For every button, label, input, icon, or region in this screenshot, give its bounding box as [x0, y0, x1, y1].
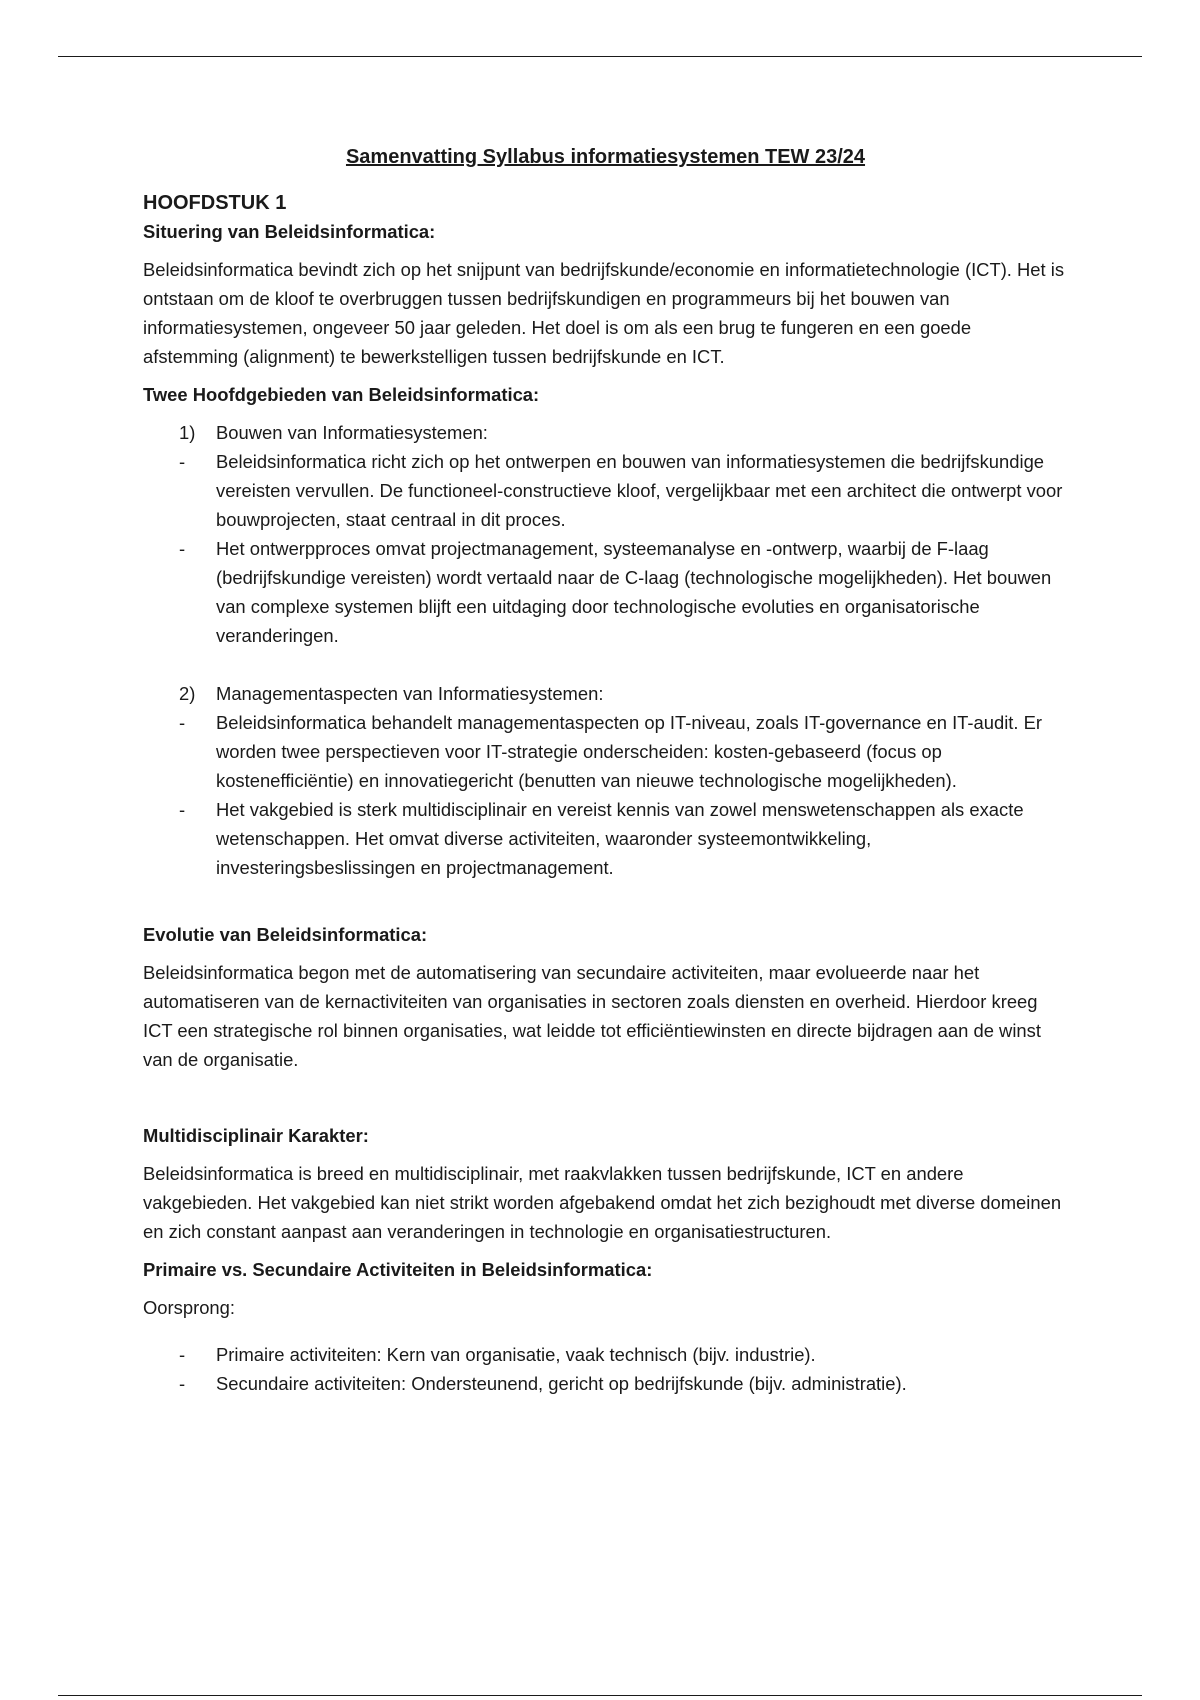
numbered-label: Managementaspecten van Informatiesystemen: — [216, 683, 604, 704]
section-heading-situering: Situering van Beleidsinformatica: — [143, 221, 436, 242]
numbered-marker: 2) — [179, 683, 196, 704]
list-item — [179, 1340, 1068, 1369]
numbered-item-1 — [179, 418, 1068, 447]
dash-bullet: - — [179, 538, 186, 559]
numbered-marker: 1) — [179, 422, 196, 443]
list-item — [179, 795, 1068, 882]
bullet-text: Het ontwerpproces omvat projectmanagement, systeemanalyse en -ontwerp, waarbij de F-laag (bedrijfskundige vereisten) wordt vertaald naar de C-laag (technologische mogelijkheden). Het bouwen van complexe systemen blijft een uitdaging door technologische evoluties en organisatorische veranderingen. — [216, 538, 1052, 646]
bullet-list — [143, 447, 1068, 650]
section-heading-hoofdgebieden: Twee Hoofdgebieden van Beleidsinformatica: — [143, 384, 540, 405]
section-heading-multidisciplinair: Multidisciplinair Karakter: — [143, 1125, 369, 1146]
numbered-label: Bouwen van Informatiesystemen: — [216, 422, 488, 443]
section-heading-evolutie: Evolutie van Beleidsinformatica: — [143, 924, 428, 945]
bullet-text: Secundaire activiteiten: Ondersteunend, gericht op bedrijfskunde (bijv. administratie). — [216, 1373, 907, 1394]
document-title: Samenvatting Syllabus informatiesystemen TEW 23/24 — [345, 146, 866, 168]
bottom-rule — [58, 1695, 1142, 1696]
document-body — [143, 140, 1068, 1398]
list-item — [179, 1369, 1068, 1398]
list-item — [179, 447, 1068, 534]
paragraph-multidisciplinair: Beleidsinformatica is breed en multidisciplinair, met raakvlakken tussen bedrijfskunde, ICT en andere vakgebieden. Het vakgebied kan niet strikt worden afgebakend omdat het zich bezighoudt met diverse domeinen en zich constant aanpast aan veranderingen in technologie en organisatiestructuren. — [143, 1163, 1062, 1242]
bullet-text: Het vakgebied is sterk multidisciplinair en vereist kennis van zowel menswetenschappen als exacte wetenschappen. Het omvat diverse activiteiten, waaronder systeemontwikkeling, investeringsbeslissingen en projectmanagement. — [216, 799, 1024, 878]
bullet-list-activiteiten — [143, 1340, 1068, 1398]
bullet-text: Primaire activiteiten: Kern van organisatie, vaak technisch (bijv. industrie). — [216, 1344, 816, 1365]
section-heading-activiteiten: Primaire vs. Secundaire Activiteiten in Beleidsinformatica: — [143, 1259, 653, 1280]
list-item — [179, 708, 1068, 795]
bullet-text: Beleidsinformatica richt zich op het ontwerpen en bouwen van informatiesystemen die bedrijfskundige vereisten vervullen. De functioneel-constructieve kloof, vergelijkbaar met een architect die ontwerpt voor bouwprojecten, staat centraal in dit proces. — [216, 451, 1063, 530]
numbered-list-hoofdgebieden — [143, 418, 1068, 882]
paragraph-evolutie: Beleidsinformatica begon met de automatisering van secundaire activiteiten, maar evolueerde naar het automatiseren van de kernactiviteiten van organisaties in sectoren zoals diensten en overheid. Hierdoor kreeg ICT een strategische rol binnen organisaties, wat leidde tot efficiëntiewinsten en directe bijdragen aan de winst van de organisatie. — [143, 962, 1041, 1070]
dash-bullet: - — [179, 799, 186, 820]
dash-bullet: - — [179, 1344, 186, 1365]
list-item — [179, 534, 1068, 650]
paragraph-situering: Beleidsinformatica bevindt zich op het snijpunt van bedrijfskunde/economie en informatietechnologie (ICT). Het is ontstaan om de kloof te overbruggen tussen bedrijfskundigen en programmeurs bij het bouwen van informatiesystemen, ongeveer 50 jaar geleden. Het doel is om als een brug te fungeren en een goede afstemming (alignment) te bewerkstelligen tussen bedrijfskunde en ICT. — [143, 259, 1065, 367]
paragraph-oorsprong: Oorsprong: — [143, 1297, 235, 1318]
dash-bullet: - — [179, 1373, 186, 1394]
numbered-item-2 — [179, 679, 1068, 708]
top-rule — [58, 56, 1142, 57]
chapter-heading: HOOFDSTUK 1 — [143, 192, 287, 214]
dash-bullet: - — [179, 451, 186, 472]
bullet-list — [143, 708, 1068, 882]
bullet-text: Beleidsinformatica behandelt managementaspecten op IT-niveau, zoals IT-governance en IT-audit. Er worden twee perspectieven voor IT-strategie onderscheiden: kosten-gebaseerd (focus op kostenefficiëntie) en innovatiegericht (benutten van nieuwe technologische mogelijkheden). — [216, 712, 1043, 791]
dash-bullet: - — [179, 712, 186, 733]
